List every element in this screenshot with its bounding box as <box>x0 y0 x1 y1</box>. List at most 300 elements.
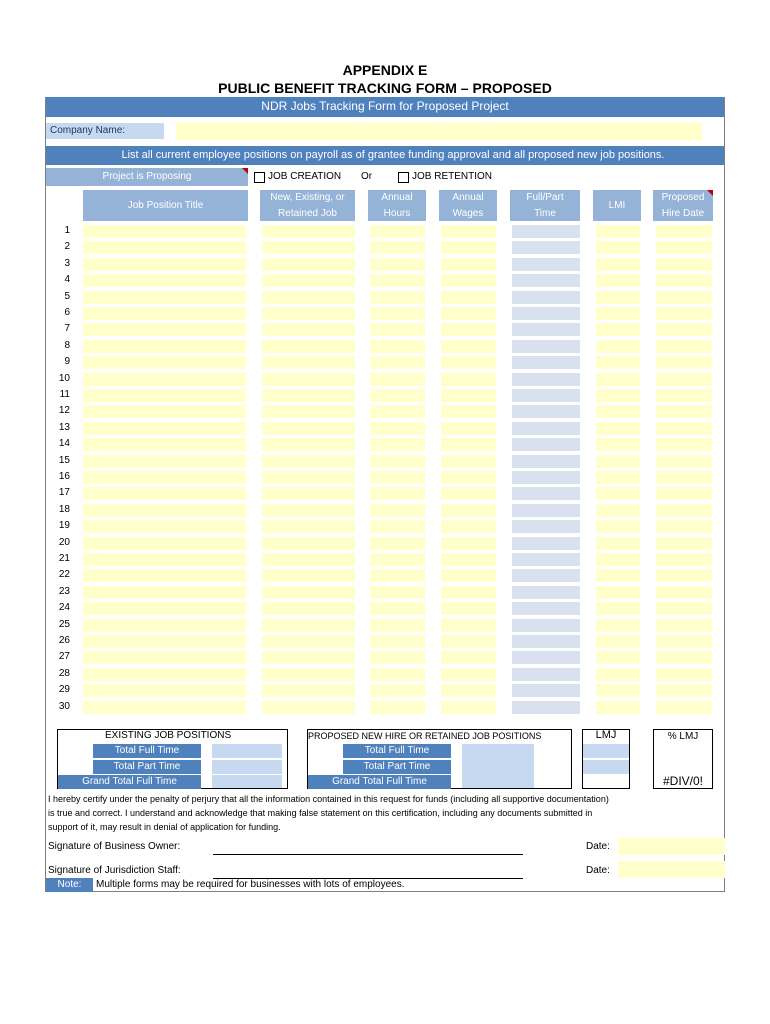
annual-hours-cell[interactable] <box>370 471 425 484</box>
row-number: 27 <box>58 651 70 662</box>
annual-wages-cell[interactable] <box>441 569 496 582</box>
hire-date-cell[interactable] <box>656 323 712 336</box>
job-title-cell[interactable] <box>83 258 246 271</box>
full-part-cell[interactable] <box>512 651 580 664</box>
job-status-cell[interactable] <box>262 586 355 599</box>
lmi-cell[interactable] <box>596 389 640 402</box>
job-status-cell[interactable] <box>262 619 355 632</box>
hire-date-cell[interactable] <box>656 274 712 287</box>
job-title-cell[interactable] <box>83 520 246 533</box>
annual-wages-cell[interactable] <box>441 602 496 615</box>
lmi-cell[interactable] <box>596 323 640 336</box>
row-number: 7 <box>64 323 70 334</box>
col-header-status <box>260 190 355 221</box>
full-part-cell[interactable] <box>512 225 580 238</box>
hire-date-cell[interactable] <box>656 586 712 599</box>
annual-hours-cell[interactable] <box>370 307 425 320</box>
annual-wages-cell[interactable] <box>441 225 496 238</box>
lmj-label: LMJ <box>595 729 617 741</box>
full-part-cell[interactable] <box>512 504 580 517</box>
page-title: PUBLIC BENEFIT TRACKING FORM – PROPOSED <box>218 80 552 96</box>
row-number: 6 <box>64 307 70 318</box>
appendix-label: APPENDIX E <box>342 62 428 78</box>
company-name-label: Company Name: <box>50 125 126 136</box>
full-part-cell[interactable] <box>512 668 580 681</box>
annual-hours-cell[interactable] <box>370 537 425 550</box>
row-number: 16 <box>58 471 70 482</box>
annual-wages-cell[interactable] <box>441 635 496 648</box>
full-part-cell[interactable] <box>512 291 580 304</box>
job-title-cell[interactable] <box>83 701 246 714</box>
proposed-summary-title: PROPOSED NEW HIRE OR RETAINED JOB POSITIONS <box>308 731 542 741</box>
hire-date-cell[interactable] <box>656 684 712 697</box>
lmi-cell[interactable] <box>596 405 640 418</box>
annual-hours-cell[interactable] <box>370 635 425 648</box>
full-part-cell[interactable] <box>512 471 580 484</box>
hire-date-cell[interactable] <box>656 553 712 566</box>
job-title-cell[interactable] <box>83 241 246 254</box>
annual-wages-cell[interactable] <box>441 323 496 336</box>
full-part-cell[interactable] <box>512 537 580 550</box>
hire-date-cell[interactable] <box>656 619 712 632</box>
annual-hours-cell[interactable] <box>370 422 425 435</box>
col-header-hours <box>368 190 426 221</box>
job-status-cell[interactable] <box>262 225 355 238</box>
annual-hours-cell[interactable] <box>370 619 425 632</box>
col-wages-line1: Annual <box>452 192 484 203</box>
annual-hours-cell[interactable] <box>370 356 425 369</box>
note-text: Multiple forms may be required for businesses with lots of employees. <box>96 879 405 890</box>
row-number: 25 <box>58 619 70 630</box>
job-status-cell[interactable] <box>262 258 355 271</box>
job-status-cell[interactable] <box>262 323 355 336</box>
hire-date-cell[interactable] <box>656 340 712 353</box>
full-part-cell[interactable] <box>512 356 580 369</box>
hire-date-cell[interactable] <box>656 389 712 402</box>
project-proposing-label <box>46 168 248 186</box>
job-status-cell[interactable] <box>262 701 355 714</box>
annual-wages-cell[interactable] <box>441 537 496 550</box>
staff-signature-field[interactable] <box>213 864 523 879</box>
full-part-cell[interactable] <box>512 340 580 353</box>
note-label: Note: <box>46 878 93 892</box>
hire-date-cell[interactable] <box>656 438 712 451</box>
row-number: 15 <box>58 455 70 466</box>
job-status-cell[interactable] <box>262 684 355 697</box>
job-status-cell[interactable] <box>262 537 355 550</box>
job-status-cell[interactable] <box>262 340 355 353</box>
full-part-cell[interactable] <box>512 586 580 599</box>
existing-total-full-value <box>212 744 282 758</box>
full-part-cell[interactable] <box>512 373 580 386</box>
row-number: 5 <box>64 291 70 302</box>
job-status-cell[interactable] <box>262 553 355 566</box>
staff-date-field[interactable] <box>618 861 725 878</box>
col-header-fullpart <box>510 190 580 221</box>
annual-hours-cell[interactable] <box>370 569 425 582</box>
annual-hours-cell[interactable] <box>370 455 425 468</box>
full-part-cell[interactable] <box>512 389 580 402</box>
col-header-wages <box>439 190 497 221</box>
row-number: 13 <box>58 422 70 433</box>
annual-hours-cell[interactable] <box>370 602 425 615</box>
annual-hours-cell[interactable] <box>370 274 425 287</box>
or-label: Or <box>361 171 373 182</box>
full-part-cell[interactable] <box>512 258 580 271</box>
col-header-lmi <box>593 190 641 221</box>
col-hire-line1: Proposed <box>661 192 705 203</box>
hire-date-cell[interactable] <box>656 668 712 681</box>
col-header-title <box>83 190 248 221</box>
full-part-cell[interactable] <box>512 553 580 566</box>
job-title-cell[interactable] <box>83 586 246 599</box>
annual-hours-cell[interactable] <box>370 684 425 697</box>
lmi-cell[interactable] <box>596 356 640 369</box>
annual-hours-cell[interactable] <box>370 553 425 566</box>
hire-date-cell[interactable] <box>656 602 712 615</box>
job-title-cell[interactable] <box>83 602 246 615</box>
row-number: 3 <box>64 258 70 269</box>
full-part-cell[interactable] <box>512 323 580 336</box>
job-status-cell[interactable] <box>262 422 355 435</box>
job-retention-checkbox[interactable] <box>398 172 409 183</box>
lmi-cell[interactable] <box>596 241 640 254</box>
hire-date-cell[interactable] <box>656 405 712 418</box>
lmi-cell[interactable] <box>596 619 640 632</box>
staff-signature-label: Signature of Jurisdiction Staff: <box>48 865 181 876</box>
col-wages-line2: Wages <box>452 208 484 219</box>
existing-total-full-label: Total Full Time <box>93 744 201 758</box>
annual-wages-cell[interactable] <box>441 274 496 287</box>
annual-hours-cell[interactable] <box>370 225 425 238</box>
job-title-cell[interactable] <box>83 537 246 550</box>
job-status-cell[interactable] <box>262 241 355 254</box>
hire-date-cell[interactable] <box>656 455 712 468</box>
lmi-cell[interactable] <box>596 569 640 582</box>
annual-hours-cell[interactable] <box>370 291 425 304</box>
proposed-totals-value <box>462 744 534 788</box>
job-creation-checkbox[interactable] <box>254 172 265 183</box>
lmi-cell[interactable] <box>596 586 640 599</box>
job-title-cell[interactable] <box>83 405 246 418</box>
annual-wages-cell[interactable] <box>441 471 496 484</box>
company-name-field[interactable] <box>176 123 702 140</box>
annual-hours-cell[interactable] <box>370 340 425 353</box>
annual-hours-cell[interactable] <box>370 651 425 664</box>
col-fullpart-line2: Time <box>534 208 556 219</box>
job-title-cell[interactable] <box>83 373 246 386</box>
full-part-cell[interactable] <box>512 422 580 435</box>
annual-hours-cell[interactable] <box>370 323 425 336</box>
row-number: 12 <box>58 405 70 416</box>
full-part-cell[interactable] <box>512 455 580 468</box>
annual-wages-cell[interactable] <box>441 553 496 566</box>
full-part-cell[interactable] <box>512 405 580 418</box>
lmi-cell[interactable] <box>596 553 640 566</box>
col-fullpart-line1: Full/Part <box>526 192 564 203</box>
row-number: 1 <box>64 225 70 236</box>
full-part-cell[interactable] <box>512 569 580 582</box>
row-number: 29 <box>58 684 70 695</box>
hire-date-cell[interactable] <box>656 225 712 238</box>
job-status-cell[interactable] <box>262 504 355 517</box>
col-status-line1: New, Existing, or <box>270 192 345 203</box>
job-status-cell[interactable] <box>262 307 355 320</box>
job-status-cell[interactable] <box>262 668 355 681</box>
full-part-cell[interactable] <box>512 701 580 714</box>
job-title-cell[interactable] <box>83 635 246 648</box>
hire-date-cell[interactable] <box>656 258 712 271</box>
annual-wages-cell[interactable] <box>441 504 496 517</box>
row-number: 26 <box>58 635 70 646</box>
col-hours-line1: Annual <box>381 192 413 203</box>
job-title-cell[interactable] <box>83 569 246 582</box>
job-status-cell[interactable] <box>262 274 355 287</box>
job-status-cell[interactable] <box>262 291 355 304</box>
annual-wages-cell[interactable] <box>441 586 496 599</box>
job-status-cell[interactable] <box>262 405 355 418</box>
job-title-cell[interactable] <box>83 225 246 238</box>
annual-hours-cell[interactable] <box>370 504 425 517</box>
annual-wages-cell[interactable] <box>441 422 496 435</box>
hire-date-cell[interactable] <box>656 504 712 517</box>
job-title-cell[interactable] <box>83 619 246 632</box>
col-title-text: Job Position Title <box>127 200 204 211</box>
hire-date-cell[interactable] <box>656 487 712 500</box>
hire-date-cell[interactable] <box>656 307 712 320</box>
annual-hours-cell[interactable] <box>370 258 425 271</box>
job-title-cell[interactable] <box>83 323 246 336</box>
job-status-cell[interactable] <box>262 356 355 369</box>
row-number: 10 <box>58 373 70 384</box>
annual-wages-cell[interactable] <box>441 684 496 697</box>
job-status-cell[interactable] <box>262 569 355 582</box>
job-retention-label: JOB RETENTION <box>412 171 493 182</box>
lmi-cell[interactable] <box>596 487 640 500</box>
lmi-cell[interactable] <box>596 291 640 304</box>
hire-date-cell[interactable] <box>656 291 712 304</box>
full-part-cell[interactable] <box>512 520 580 533</box>
owner-date-label: Date: <box>586 841 610 852</box>
annual-wages-cell[interactable] <box>441 340 496 353</box>
lmi-cell[interactable] <box>596 537 640 550</box>
existing-grand-total-label: Grand Total Full Time <box>58 775 201 789</box>
col-hire-line2: Hire Date <box>661 208 705 219</box>
lmi-cell[interactable] <box>596 471 640 484</box>
col-header-hire-date <box>653 190 713 221</box>
full-part-cell[interactable] <box>512 684 580 697</box>
owner-signature-field[interactable] <box>213 840 523 855</box>
job-status-cell[interactable] <box>262 602 355 615</box>
annual-wages-cell[interactable] <box>441 291 496 304</box>
job-status-cell[interactable] <box>262 471 355 484</box>
lmi-cell[interactable] <box>596 455 640 468</box>
job-title-cell[interactable] <box>83 504 246 517</box>
lmi-cell[interactable] <box>596 422 640 435</box>
lmi-cell[interactable] <box>596 225 640 238</box>
project-proposing-text: Project is Proposing <box>102 171 192 182</box>
staff-date-label: Date: <box>586 865 610 876</box>
annual-wages-cell[interactable] <box>441 455 496 468</box>
annual-wages-cell[interactable] <box>441 258 496 271</box>
col-lmi-text: LMI <box>608 200 626 211</box>
job-status-cell[interactable] <box>262 520 355 533</box>
lmi-cell[interactable] <box>596 602 640 615</box>
full-part-cell[interactable] <box>512 619 580 632</box>
hire-date-cell[interactable] <box>656 537 712 550</box>
hire-date-cell[interactable] <box>656 373 712 386</box>
full-part-cell[interactable] <box>512 274 580 287</box>
proposed-total-part-label: Total Part Time <box>343 760 451 774</box>
row-number: 17 <box>58 487 70 498</box>
lmi-cell[interactable] <box>596 635 640 648</box>
annual-hours-cell[interactable] <box>370 438 425 451</box>
annual-wages-cell[interactable] <box>441 356 496 369</box>
annual-hours-cell[interactable] <box>370 487 425 500</box>
annual-wages-cell[interactable] <box>441 373 496 386</box>
annual-wages-cell[interactable] <box>441 520 496 533</box>
job-status-cell[interactable] <box>262 651 355 664</box>
existing-summary-title: EXISTING JOB POSITIONS <box>105 730 232 741</box>
hire-date-cell[interactable] <box>656 701 712 714</box>
annual-wages-cell[interactable] <box>441 651 496 664</box>
row-number: 28 <box>58 668 70 679</box>
lmi-cell[interactable] <box>596 504 640 517</box>
full-part-cell[interactable] <box>512 487 580 500</box>
job-title-cell[interactable] <box>83 668 246 681</box>
full-part-cell[interactable] <box>512 438 580 451</box>
job-title-cell[interactable] <box>83 487 246 500</box>
annual-hours-cell[interactable] <box>370 668 425 681</box>
annual-hours-cell[interactable] <box>370 405 425 418</box>
full-part-cell[interactable] <box>512 307 580 320</box>
hire-date-cell[interactable] <box>656 471 712 484</box>
annual-hours-cell[interactable] <box>370 373 425 386</box>
lmj-value-1 <box>583 744 629 758</box>
job-title-cell[interactable] <box>83 291 246 304</box>
row-number: 14 <box>58 438 70 449</box>
hire-date-cell[interactable] <box>656 356 712 369</box>
row-number: 23 <box>58 586 70 597</box>
col-hours-line2: Hours <box>383 208 411 219</box>
proposed-total-full-label: Total Full Time <box>343 744 451 758</box>
annual-wages-cell[interactable] <box>441 487 496 500</box>
existing-total-part-value <box>212 760 282 774</box>
annual-wages-cell[interactable] <box>441 307 496 320</box>
annual-wages-cell[interactable] <box>441 438 496 451</box>
lmi-cell[interactable] <box>596 340 640 353</box>
hire-date-cell[interactable] <box>656 651 712 664</box>
certification-line-3: support of it, may result in denial of application for funding. <box>48 822 281 832</box>
hire-date-cell[interactable] <box>656 241 712 254</box>
job-status-cell[interactable] <box>262 438 355 451</box>
full-part-cell[interactable] <box>512 635 580 648</box>
row-number: 30 <box>58 701 70 712</box>
existing-grand-total-value <box>212 775 282 788</box>
full-part-cell[interactable] <box>512 241 580 254</box>
job-title-cell[interactable] <box>83 438 246 451</box>
annual-wages-cell[interactable] <box>441 405 496 418</box>
row-number: 19 <box>58 520 70 531</box>
form-banner-text: NDR Jobs Tracking Form for Proposed Project <box>261 99 509 113</box>
row-number: 4 <box>64 274 70 285</box>
owner-date-field[interactable] <box>618 838 725 855</box>
job-title-cell[interactable] <box>83 684 246 697</box>
annual-hours-cell[interactable] <box>370 520 425 533</box>
certification-line-1: I hereby certify under the penalty of perjury that all the information contained in this request for funds (including all supportive documentation) <box>48 794 609 804</box>
row-number: 11 <box>59 389 70 400</box>
job-title-cell[interactable] <box>83 356 246 369</box>
lmi-cell[interactable] <box>596 651 640 664</box>
certification-line-2: is true and correct. I understand and acknowledge that making false statement on this certification, including any documents submitted in <box>48 808 593 818</box>
job-title-cell[interactable] <box>83 340 246 353</box>
lmi-cell[interactable] <box>596 438 640 451</box>
pct-lmj-value: #DIV/0! <box>662 774 704 788</box>
lmi-cell[interactable] <box>596 520 640 533</box>
lmi-cell[interactable] <box>596 684 640 697</box>
row-number: 9 <box>64 356 70 367</box>
lmi-cell[interactable] <box>596 307 640 320</box>
hire-date-cell[interactable] <box>656 569 712 582</box>
annual-wages-cell[interactable] <box>441 241 496 254</box>
lmi-cell[interactable] <box>596 668 640 681</box>
annual-hours-cell[interactable] <box>370 241 425 254</box>
annual-wages-cell[interactable] <box>441 701 496 714</box>
job-title-cell[interactable] <box>83 455 246 468</box>
job-creation-label: JOB CREATION <box>268 171 342 182</box>
annual-wages-cell[interactable] <box>441 619 496 632</box>
job-title-cell[interactable] <box>83 651 246 664</box>
hire-date-cell[interactable] <box>656 422 712 435</box>
hire-date-cell[interactable] <box>656 635 712 648</box>
job-title-cell[interactable] <box>83 307 246 320</box>
job-title-cell[interactable] <box>83 389 246 402</box>
row-number: 21 <box>58 553 70 564</box>
col-status-line2: Retained Job <box>278 208 337 219</box>
lmi-cell[interactable] <box>596 274 640 287</box>
job-status-cell[interactable] <box>262 635 355 648</box>
job-status-cell[interactable] <box>262 389 355 402</box>
full-part-cell[interactable] <box>512 602 580 615</box>
job-title-cell[interactable] <box>83 471 246 484</box>
job-title-cell[interactable] <box>83 422 246 435</box>
hire-date-cell[interactable] <box>656 520 712 533</box>
job-title-cell[interactable] <box>83 553 246 566</box>
job-status-cell[interactable] <box>262 373 355 386</box>
row-number: 8 <box>64 340 70 351</box>
annual-wages-cell[interactable] <box>441 668 496 681</box>
row-number: 20 <box>58 537 70 548</box>
lmi-cell[interactable] <box>596 373 640 386</box>
existing-total-part-label: Total Part Time <box>93 760 201 774</box>
annual-hours-cell[interactable] <box>370 586 425 599</box>
annual-wages-cell[interactable] <box>441 389 496 402</box>
pct-lmj-label: % LMJ <box>667 731 699 742</box>
job-status-cell[interactable] <box>262 455 355 468</box>
row-number: 2 <box>64 241 70 252</box>
lmi-cell[interactable] <box>596 701 640 714</box>
row-number: 22 <box>58 569 70 580</box>
lmj-value-2 <box>583 760 629 774</box>
job-title-cell[interactable] <box>83 274 246 287</box>
annual-hours-cell[interactable] <box>370 701 425 714</box>
proposed-grand-total-label: Grand Total Full Time <box>308 775 451 789</box>
annual-hours-cell[interactable] <box>370 389 425 402</box>
lmi-cell[interactable] <box>596 258 640 271</box>
job-status-cell[interactable] <box>262 487 355 500</box>
row-number: 24 <box>58 602 70 613</box>
row-number: 18 <box>58 504 70 515</box>
